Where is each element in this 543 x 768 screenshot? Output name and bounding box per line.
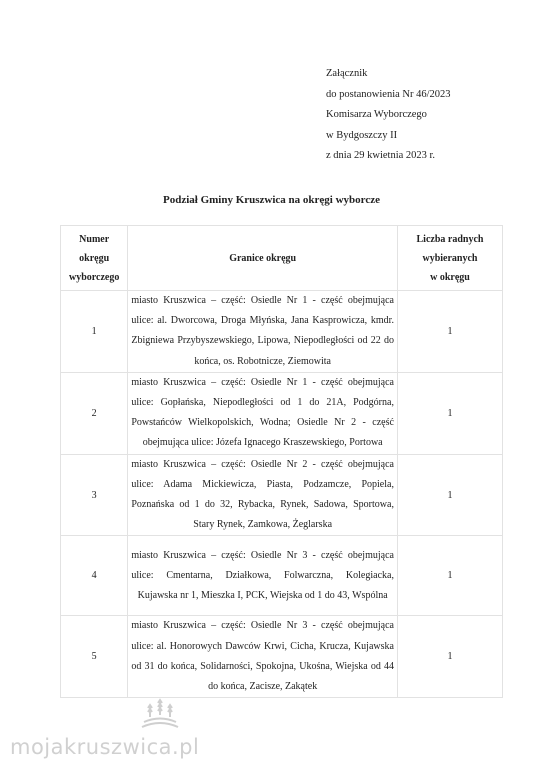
- district-seats: 1: [397, 372, 502, 454]
- district-number: 3: [61, 454, 128, 536]
- site-watermark: [10, 697, 240, 767]
- district-number: 1: [61, 291, 128, 373]
- district-seats: 1: [397, 291, 502, 373]
- districts-table: [60, 225, 503, 698]
- district-boundaries: miasto Kruszwica – część: Osiedle Nr 1 - część obejmująca ulice: al. Dworcowa, Droga Młyńska, Jana Kasprowicza, kmdr. Zbigniewa Przybyszewskiego, Lipowa, Niepodległości od 22 do końca, os. Robotnicze, Ziemowita: [128, 291, 398, 373]
- header-boundaries: Granice okręgu: [128, 226, 398, 291]
- annex-header: [326, 64, 451, 167]
- table-row: [61, 291, 503, 373]
- district-seats: 1: [397, 616, 502, 698]
- annex-line: z dnia 29 kwietnia 2023 r.: [326, 150, 436, 161]
- district-boundaries: miasto Kruszwica – część: Osiedle Nr 3 - część obejmująca ulice: Cmentarna, Działkowa, Folwarczna, Kolegiacka, Kujawska nr 1, Mieszka I, PCK, Wiejska od 1 do 43, Wspólna: [128, 536, 398, 616]
- table-row: [61, 616, 503, 698]
- document-title: Podział Gminy Kruszwica na okręgi wyborcze: [162, 194, 381, 206]
- district-number: 2: [61, 372, 128, 454]
- table-row: [61, 454, 503, 536]
- district-number: 5: [61, 616, 128, 698]
- table-row: [61, 372, 503, 454]
- district-boundaries: miasto Kruszwica – część: Osiedle Nr 2 - część obejmująca ulice: Adama Mickiewicza, Piasta, Podzamcze, Popiela, Poznańska od 1 do 32, Rybacka, Rynek, Sadowa, Sportowa, Stary Rynek, Zamkowa, Żeglarska: [128, 454, 398, 536]
- header-seats: Liczba radnych wybieranych w okręgu: [397, 226, 502, 291]
- district-seats: 1: [397, 454, 502, 536]
- header-number: Numer okręgu wyborczego: [61, 226, 128, 291]
- district-number: 4: [61, 536, 128, 616]
- district-seats: 1: [397, 536, 502, 616]
- table-row: [61, 536, 503, 616]
- wheat-crown-icon: [138, 697, 182, 731]
- annex-line: w Bydgoszczy II: [326, 129, 398, 141]
- district-boundaries: miasto Kruszwica – część: Osiedle Nr 3 - część obejmująca ulice: al. Honorowych Dawców Krwi, Cicha, Krucza, Kujawska od 31 do końca, Solidarności, Spokojna, Ukośna, Wiejska od 44 do końca, Zacisze, Zakątek: [128, 616, 398, 698]
- watermark-text: mojakruszwica.pl: [10, 735, 200, 759]
- annex-line: Załącznik: [326, 68, 368, 79]
- annex-line: do postanowienia Nr 46/2023: [326, 88, 451, 100]
- annex-line: Komisarza Wyborczego: [326, 109, 427, 120]
- table-header-row: [61, 226, 503, 291]
- district-boundaries: miasto Kruszwica – część: Osiedle Nr 1 - część obejmująca ulice: Gopłańska, Niepodległości od 1 do 21A, Podgórna, Powstańców Wielkopolskich, Wodna; Osiedle Nr 2 - część obejmująca ulice: Józefa Ignacego Kraszewskiego, Portowa: [128, 372, 398, 454]
